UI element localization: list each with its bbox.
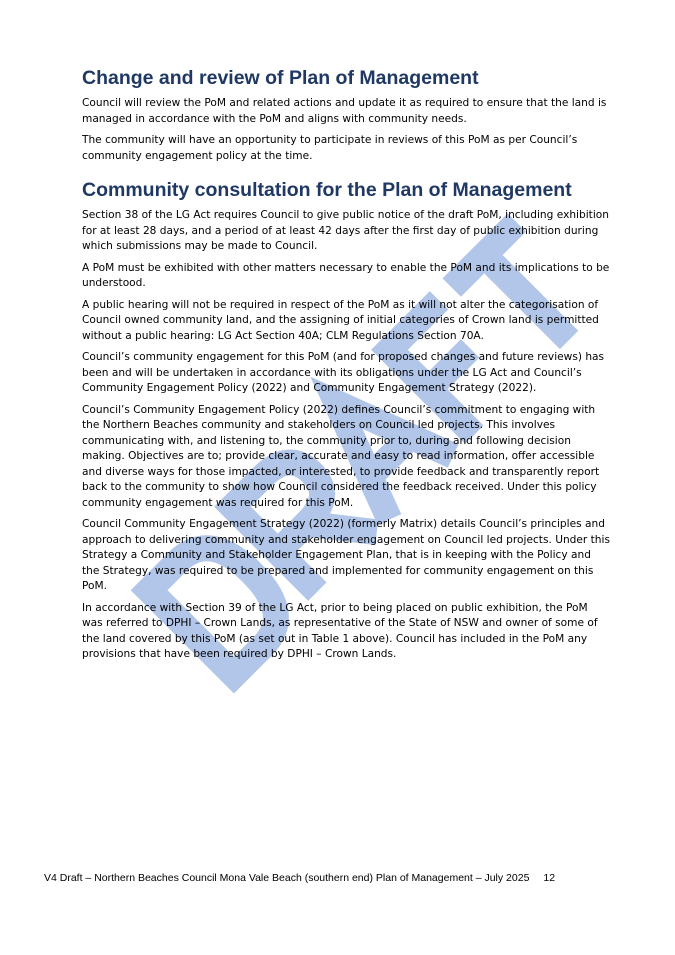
paragraph: Council’s community engagement for this PoM (and for proposed changes and future reviews) has been and will be undertaken in accordance with its obligations under the LG Act and Council’s Community Engagement Policy (2022) and Community Engagement Strategy (2022).	[82, 351, 605, 394]
main-content	[82, 66, 610, 669]
paragraph: In accordance with Section 39 of the LG Act, prior to being placed on public exhibition, the PoM was referred to DPHI – Crown Lands, as representative of the State of NSW and owner of some of the land covered by this PoM (as set out in Table 1 above). Council has included in the PoM any provisions that have been required by DPHI – Crown Lands.	[82, 601, 598, 660]
paragraph: Council Community Engagement Strategy (2022) (formerly Matrix) details Council’s principles and approach to delivering community and stakeholder engagement on Council led projects. Under this Strategy a Community and Stakeholder Engagement Plan, that is in keeping with the Policy and the Strategy, was required to be prepared and implemented for community engagement on this PoM.	[82, 518, 610, 592]
section-heading-review: Change and review of Plan of Management	[82, 67, 479, 89]
paragraph: A public hearing will not be required in respect of the PoM as it will not alter the categorisation of Council owned community land, and the assigning of initial categories of Crown land is permitted without a public hearing: LG Act Section 40A; CLM Regulations Section 70A.	[82, 298, 599, 342]
page-footer	[44, 872, 604, 884]
section-heading-consultation: Community consultation for the Plan of Management	[82, 179, 572, 201]
footer-text: V4 Draft – Northern Beaches Council Mona Vale Beach (southern end) Plan of Management – July 2025	[44, 872, 530, 884]
paragraph: Council will review the PoM and related actions and update it as required to ensure that the land is managed in accordance with the PoM and aligns with community needs.	[82, 97, 607, 125]
paragraph: A PoM must be exhibited with other matters necessary to enable the PoM and its implications to be understood.	[82, 261, 610, 289]
paragraph: Council’s Community Engagement Policy (2022) defines Council’s commitment to engaging with the Northern Beaches community and stakeholders on Council led projects. This involves communicating with, and listening to, the community prior to, during and following decision making. Objectives are to; provide clear, accurate and easy to read information, offer accessible and diverse ways for those impacted, or interested, to provide feedback and transparently report back to the community to show how Council considered the feedback received. Under this policy community engagement was required for this PoM.	[82, 403, 600, 509]
paragraph: The community will have an opportunity to participate in reviews of this PoM as per Council’s community engagement policy at the time.	[82, 134, 578, 162]
page-number: 12	[543, 872, 556, 884]
paragraph: Section 38 of the LG Act requires Council to give public notice of the draft PoM, including exhibition for at least 28 days, and a period of at least 42 days after the first day of public exhibition during which submissions may be made to Council.	[82, 209, 609, 252]
